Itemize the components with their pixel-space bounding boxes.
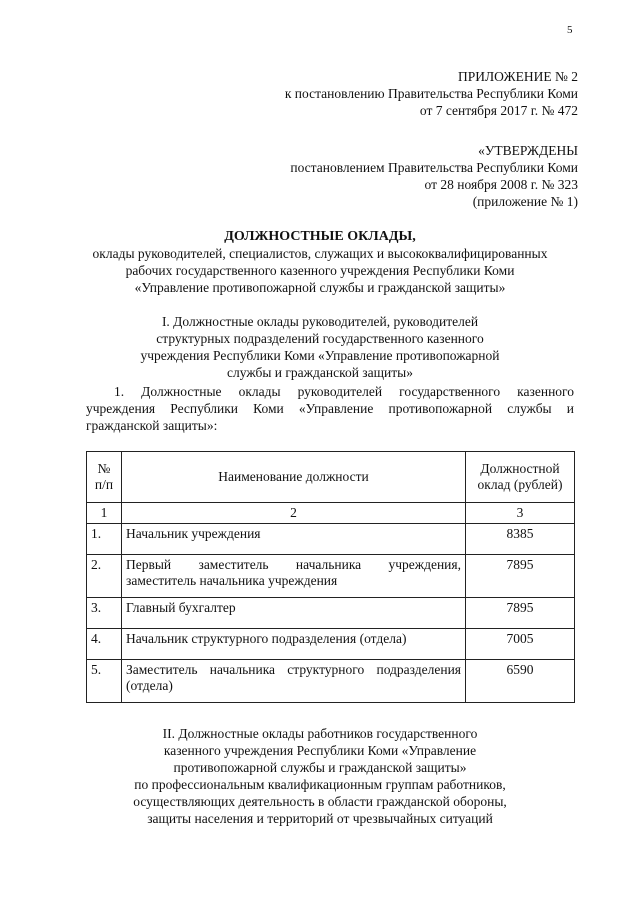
- header-num: № п/п: [87, 452, 122, 503]
- row-salary: 6590: [466, 660, 575, 703]
- approved-date: от 28 ноября 2008 г. № 323: [424, 177, 578, 192]
- table-row: [87, 629, 575, 660]
- row-position: Главный бухгалтер: [122, 598, 466, 629]
- approved-title: «УТВЕРЖДЕНЫ: [478, 143, 578, 158]
- paragraph-1: 1. Должностные оклады руководителей государственного казенного учреждения Республики Коми «Управление противопожарной службы и гражданской защиты»:: [86, 384, 574, 433]
- title-line-3: рабочих государственного казенного учреждения Республики Коми: [125, 263, 515, 278]
- section-1-line-2: структурных подразделений государственного казенного: [156, 331, 484, 346]
- section-2-line-6: защиты населения и территорий от чрезвычайных ситуаций: [147, 811, 493, 826]
- title-line-4: «Управление противопожарной службы и гражданской защиты»: [134, 280, 506, 295]
- section-1-line-3: учреждения Республики Коми «Управление противопожарной: [140, 348, 500, 363]
- row-num: 3.: [87, 598, 122, 629]
- row-position: Заместитель начальника структурного подразделения (отдела): [122, 660, 466, 703]
- section-1-line-4: службы и гражданской защиты»: [227, 365, 413, 380]
- approved-by: постановлением Правительства Республики Коми: [290, 160, 578, 175]
- section-2-line-2: казенного учреждения Республики Коми «Управление: [163, 743, 477, 758]
- section-2-line-5: осуществляющих деятельность в области гражданской обороны,: [133, 794, 507, 809]
- index-cell-1: 1: [87, 503, 122, 524]
- table-header-row: [87, 452, 575, 503]
- table-row: [87, 555, 575, 598]
- approved-block: [198, 142, 578, 210]
- table-index-row: [87, 503, 575, 524]
- index-cell-2: 2: [122, 503, 466, 524]
- section-2-line-3: противопожарной службы и гражданской защиты»: [173, 760, 467, 775]
- row-num: 2.: [87, 555, 122, 598]
- title-main: ДОЛЖНОСТНЫЕ ОКЛАДЫ,: [224, 229, 416, 244]
- section-2-line-4: по профессиональным квалификационным группам работников,: [134, 777, 506, 792]
- row-num: 1.: [87, 524, 122, 555]
- salary-table: [86, 451, 575, 703]
- appendix-date: от 7 сентября 2017 г. № 472: [419, 103, 578, 118]
- row-position: Начальник учреждения: [122, 524, 466, 555]
- page-number: 5: [567, 24, 573, 36]
- row-salary: 8385: [466, 524, 575, 555]
- section-1-line-1: I. Должностные оклады руководителей, руководителей: [161, 314, 479, 329]
- table-row: [87, 598, 575, 629]
- row-salary: 7005: [466, 629, 575, 660]
- row-position: Начальник структурного подразделения (отдела): [122, 629, 466, 660]
- row-position: Первый заместитель начальника учреждения, заместитель начальника учреждения: [122, 555, 466, 598]
- section-2-line-1: II. Должностные оклады работников государственного: [162, 726, 478, 741]
- row-salary: 7895: [466, 598, 575, 629]
- section-1-heading: [60, 313, 580, 381]
- appendix-title: ПРИЛОЖЕНИЕ № 2: [457, 69, 578, 84]
- row-salary: 7895: [466, 555, 575, 598]
- header-name: Наименование должности: [122, 452, 466, 503]
- index-cell-3: 3: [466, 503, 575, 524]
- row-num: 4.: [87, 629, 122, 660]
- header-salary: Должностной оклад (рублей): [466, 452, 575, 503]
- table-row: [87, 660, 575, 703]
- title-line-2: оклады руководителей, специалистов, служащих и высококвалифицированных: [92, 246, 548, 261]
- appendix-reference: к постановлению Правительства Республики Коми: [284, 86, 578, 101]
- table-row: [87, 524, 575, 555]
- appendix-header: [198, 68, 578, 119]
- section-2-heading: [60, 725, 580, 827]
- approved-appendix: (приложение № 1): [472, 194, 578, 209]
- row-num: 5.: [87, 660, 122, 703]
- document-title: [60, 228, 580, 296]
